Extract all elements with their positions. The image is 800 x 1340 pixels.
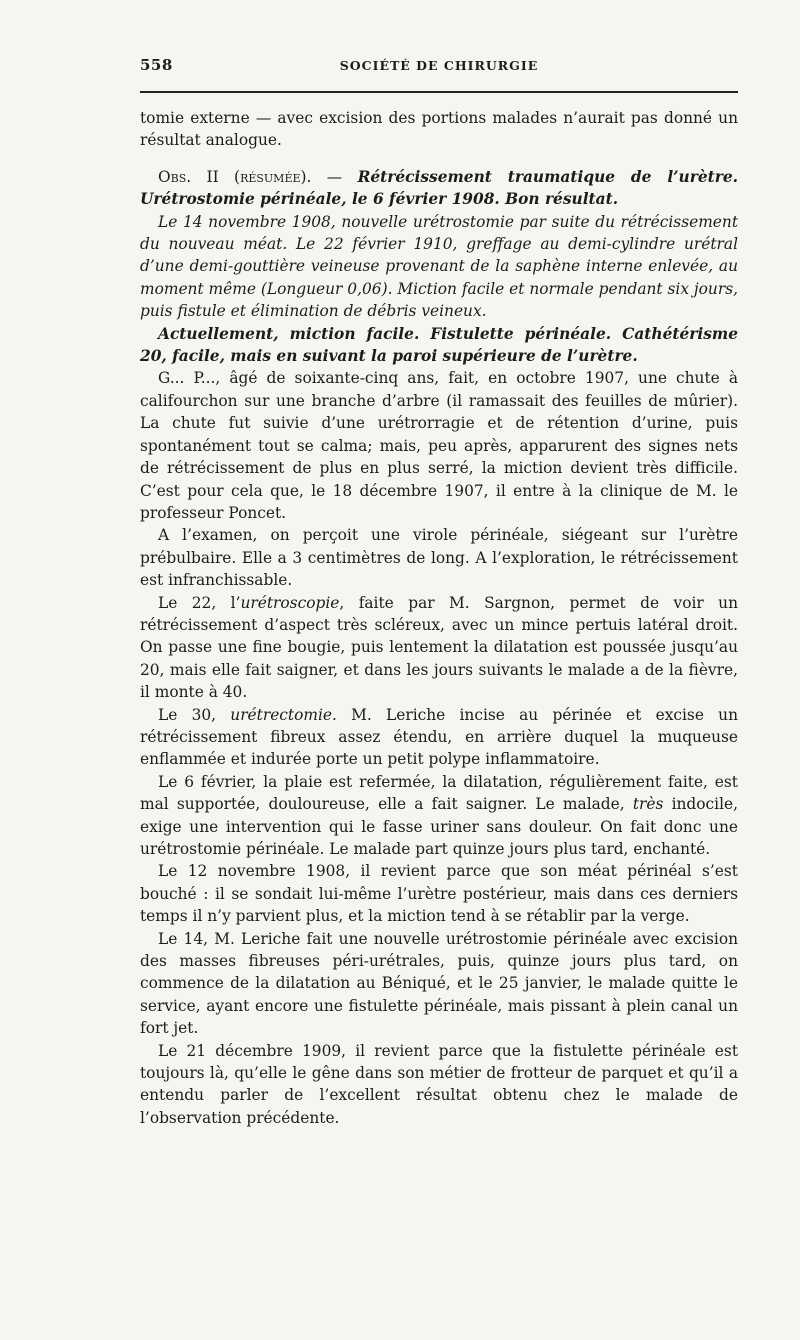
case-history-paragraph: G... P..., âgé de soixante-cinq ans, fait, en octobre 1907, une chute à califourchon sur une branche d’arbre (il ramassait des feuilles de mûrier). La chute fut suivie d’une urétrorragie et de rétention d’urine, puis spontanément tout se calma; mais, peu après, apparurent des signes nets de rétrécissement de plus en plus serré, la miction devient très difficile. C’est pour cela que, le 18 décembre 1907, il entre à la clinique de M. le professeur Poncet. (140, 369, 738, 522)
observation-heading (140, 166, 738, 211)
february-text-a: Le 6 février, la plaie est refermée, la dilatation, régulièrement faite, est mal supportée, douloureuse, elle a fait saigner. Le malade, (140, 772, 738, 814)
observation-label: Obs. II (résumée). — (158, 167, 343, 186)
paragraph-continuation: tomie externe — avec excision des portions malades n’aurait pas donné un résultat analogue. (140, 109, 738, 150)
december-paragraph: Le 21 décembre 1909, il revient parce que la fistulette périnéale est toujours là, qu’elle le gêne dans son métier de frotteur de parquet et qu’il a entendu parler de l’excellent résultat obtenu chez le malade de l’observation précédente. (140, 1041, 738, 1127)
running-title: SOCIÉTÉ DE CHIRURGIE (339, 58, 539, 73)
november-paragraph: Le 12 novembre 1908, il revient parce que son méat périnéal s’est bouché : il se sondait lui-même l’urètre postérieur, mais dans ces derniers temps il n’y parvient plus, et la miction tend à se rétablir par la verge. (140, 862, 738, 926)
february-text-b: indocile, exige une intervention qui le fasse uriner sans douleur. On fait donc une urétrostomie périnéale. Le malade part quinze jours plus tard, enchanté. (140, 795, 738, 858)
page-number: 558 (140, 56, 173, 74)
observation-current-state: Actuellement, miction facile. Fistulette périnéale. Cathétérisme 20, facile, mais en suivant la paroi supérieure de l’urètre. (140, 324, 738, 366)
urethroscopy-term: urétroscopie (240, 593, 340, 612)
observation-summary: Le 14 novembre 1908, nouvelle urétrostomie par suite du rétrécissement du nouveau méat. Le 22 février 1910, greffage au demi-cylindre urétral d’une demi-gouttière veineuse provenant de la saphène interne enlevée, au moment même (Longueur 0,06). Miction facile et normale pendant six jours, puis fistule et élimination de débris veineux. (140, 212, 738, 321)
urethroscopy-text-a: Le 22, l’ (158, 593, 241, 612)
urethrectomy-text-b: M. Leriche incise au périnée et excise un rétrécissement fibreux assez étendu, en arrière duquel la muqueuse enflammée et indurée porte un petit polype inflammatoire. (140, 705, 738, 769)
february-paragraph (140, 771, 738, 861)
observation-title: Rétrécissement traumatique de l’urètre. Urétrostomie périnéale, le 6 février 1908. Bon résultat. (140, 167, 738, 209)
urethroscopy-paragraph (140, 592, 738, 704)
urethrectomy-paragraph (140, 704, 738, 771)
page-header (140, 56, 738, 80)
examination-paragraph: A l’examen, on perçoit une virole périnéale, siégeant sur l’urètre prébulbaire. Elle a 3 centimètres de long. A l’exploration, le rétrécissement est infranchissable. (140, 526, 738, 590)
urethroscopy-text-b: , faite par M. Sargnon, permet de voir un rétrécissement d’aspect très scléreux, avec un mince pertuis latéral droit. On passe une fine bougie, puis lentement la dilatation est poussée jusqu’au 20, mais elle fait saigner, et dans les jours suivants le malade a de la fièvre, il monte à 40. (140, 593, 739, 702)
urethrectomy-term: urétrectomie. (230, 705, 337, 724)
february-term: très (632, 795, 664, 814)
second-urethrostomy-paragraph: Le 14, M. Leriche fait une nouvelle urétrostomie périnéale avec excision des masses fibreuses péri-urétrales, puis, quinze jours plus tard, on commence de la dilatation au Béniqué, et le 25 janvier, le malade quitte le service, ayant encore une fistulette périnéale, mais pissant à plein canal un fort jet. (140, 929, 738, 1038)
header-rule (140, 91, 738, 93)
body-text (140, 107, 738, 1129)
urethrectomy-text-a: Le 30, (158, 705, 231, 724)
